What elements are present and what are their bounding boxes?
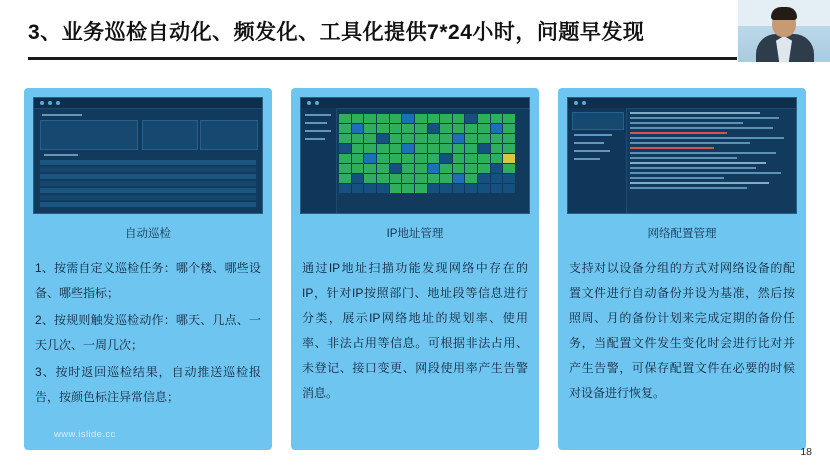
card-caption: IP地址管理 [386, 228, 444, 240]
card-paragraph: 1、按需自定义巡检任务：哪个楼、哪些设备、哪些指标； [35, 261, 261, 300]
card-network-config-management [558, 88, 806, 450]
page-title: 3、业务巡检自动化、频发化、工具化提供7*24小时，问题早发现 [28, 21, 645, 44]
title-divider [28, 57, 768, 60]
presenter-hair [771, 7, 797, 20]
card-body [569, 256, 795, 406]
site-url: www.islide.cc [54, 429, 116, 440]
config-log-lines [630, 112, 792, 210]
card-auto-inspection [24, 88, 272, 450]
ip-cell-grid [339, 114, 515, 198]
card-paragraph: 3、按时返回巡检结果，自动推送巡检报告，按颜色标注异常信息； [35, 365, 261, 404]
screenshot-titlebar [34, 98, 262, 109]
presenter-video-thumbnail[interactable] [737, 0, 830, 62]
card-body [35, 256, 261, 410]
card-paragraph: 通过IP地址扫描功能发现网络中存在的IP，针对IP按照部门、地址段等信息进行分类，展示IP网络地址的规划率、使用率、非法占用等信息。可根据非法占用、未登记、接口变更、网段使用率产生告警消息。 [302, 261, 528, 400]
card-caption: 网络配置管理 [647, 228, 717, 240]
card-body [302, 256, 528, 406]
card-paragraph: 2、按规则触发巡检动作：哪天、几点、一天几次、一周几次； [35, 313, 261, 352]
card-caption: 自动巡检 [125, 228, 171, 240]
card-ip-address-management [291, 88, 539, 450]
card-row [24, 88, 806, 450]
page-number: 18 [800, 446, 812, 458]
ip-address-map-screenshot [300, 97, 530, 214]
network-config-console-screenshot [567, 97, 797, 214]
auto-inspection-dashboard-screenshot [33, 97, 263, 214]
card-paragraph: 支持对以设备分组的方式对网络设备的配置文件进行自动备份并设为基准，然后按照周、月的备份计划来完成定期的备份任务，当配置文件发生变化时会进行比对并产生告警，可保存配置文件在必要的时候对设备进行恢复。 [569, 261, 795, 400]
